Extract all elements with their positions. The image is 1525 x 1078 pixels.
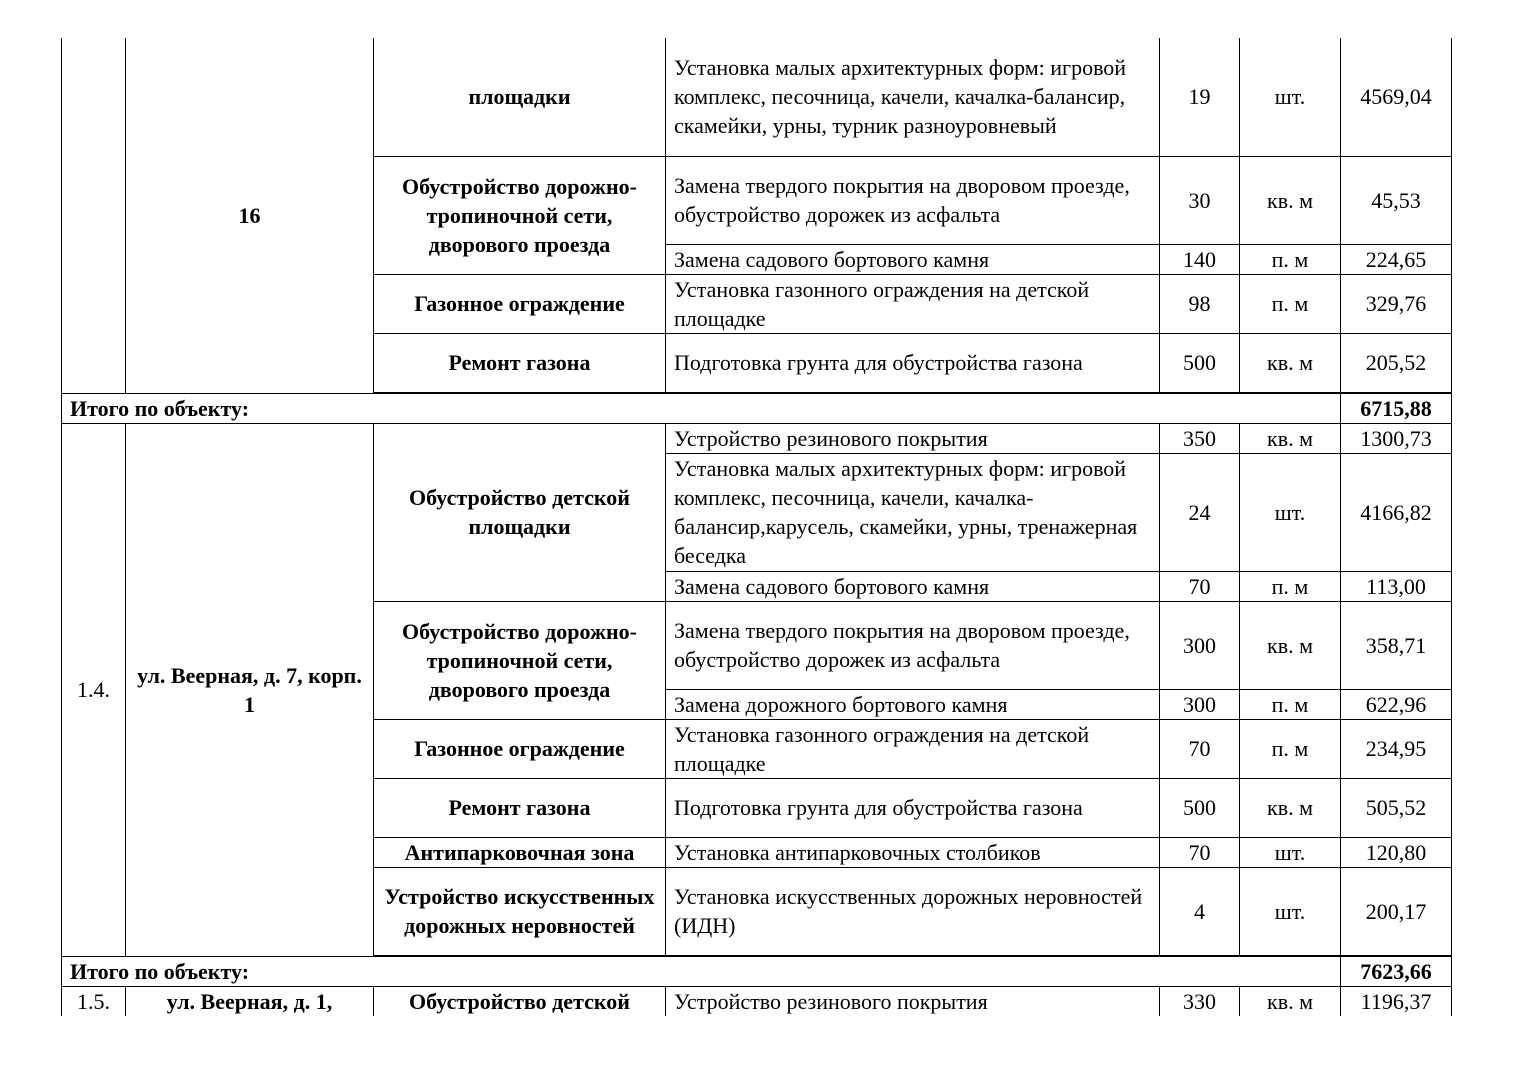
amount: 224,65 bbox=[1341, 244, 1452, 274]
work-group-cell: Газонное ограждение bbox=[374, 719, 666, 778]
work-description: Установка искусственных дорожных неровностей (ИДН) bbox=[666, 867, 1160, 955]
work-description: Замена дорожного бортового камня bbox=[666, 689, 1160, 719]
work-group-cell: Ремонт газона bbox=[374, 333, 666, 392]
quantity: 500 bbox=[1160, 778, 1240, 837]
total-row bbox=[62, 393, 1452, 423]
work-description: Замена садового бортового камня bbox=[666, 244, 1160, 274]
work-group-cell: Антипарковочная зона bbox=[374, 837, 666, 867]
amount: 45,53 bbox=[1341, 156, 1452, 244]
work-group-cell: Ремонт газона bbox=[374, 778, 666, 837]
work-group-cell: Обустройство дорожно-тропиночной сети, дворового проезда bbox=[374, 156, 666, 274]
work-description: Устройство резинового покрытия bbox=[666, 423, 1160, 453]
quantity: 350 bbox=[1160, 423, 1240, 453]
work-description: Установка малых архитектурных форм: игровой комплекс, песочница, качели, качалка-балансир, скамейки, урны, турник разноуровневый bbox=[666, 38, 1160, 156]
quantity: 70 bbox=[1160, 719, 1240, 778]
quantity: 19 bbox=[1160, 38, 1240, 156]
unit: шт. bbox=[1240, 38, 1341, 156]
quantity: 4 bbox=[1160, 867, 1240, 955]
total-label: Итого по объекту: bbox=[62, 393, 1341, 423]
quantity: 70 bbox=[1160, 571, 1240, 601]
table-row bbox=[62, 423, 1452, 453]
object-number-cell: 1.5. bbox=[62, 986, 126, 1016]
unit: кв. м bbox=[1240, 156, 1341, 244]
table-row bbox=[62, 986, 1452, 1016]
work-group-cell: Устройство искусственных дорожных неровностей bbox=[374, 867, 666, 955]
unit: кв. м bbox=[1240, 601, 1341, 689]
quantity: 500 bbox=[1160, 333, 1240, 392]
amount: 358,71 bbox=[1341, 601, 1452, 689]
work-description: Установка антипарковочных столбиков bbox=[666, 837, 1160, 867]
quantity: 70 bbox=[1160, 837, 1240, 867]
quantity: 24 bbox=[1160, 453, 1240, 571]
quantity: 30 bbox=[1160, 156, 1240, 244]
work-description: Замена садового бортового камня bbox=[666, 571, 1160, 601]
unit: кв. м bbox=[1240, 423, 1341, 453]
address-cell: 16 bbox=[126, 38, 374, 393]
amount: 205,52 bbox=[1341, 333, 1452, 392]
unit: п. м bbox=[1240, 689, 1341, 719]
quantity: 330 bbox=[1160, 986, 1240, 1016]
address-cell: ул. Веерная, д. 1, bbox=[126, 986, 374, 1016]
quantity: 98 bbox=[1160, 274, 1240, 333]
unit: п. м bbox=[1240, 571, 1341, 601]
amount: 200,17 bbox=[1341, 867, 1452, 955]
quantity: 300 bbox=[1160, 689, 1240, 719]
work-group-cell: Обустройство детской bbox=[374, 986, 666, 1016]
unit: п. м bbox=[1240, 274, 1341, 333]
work-group-cell: Обустройство детской площадки bbox=[374, 423, 666, 601]
amount: 4166,82 bbox=[1341, 453, 1452, 571]
address-cell: ул. Веерная, д. 7, корп. 1 bbox=[126, 423, 374, 956]
amount: 622,96 bbox=[1341, 689, 1452, 719]
unit: шт. bbox=[1240, 837, 1341, 867]
unit: кв. м bbox=[1240, 333, 1341, 392]
work-description: Подготовка грунта для обустройства газона bbox=[666, 333, 1160, 392]
amount: 113,00 bbox=[1341, 571, 1452, 601]
work-description: Замена твердого покрытия на дворовом проезде, обустройство дорожек из асфальта bbox=[666, 601, 1160, 689]
unit: кв. м bbox=[1240, 986, 1341, 1016]
unit: шт. bbox=[1240, 867, 1341, 955]
estimate-table bbox=[61, 38, 1452, 1016]
work-description: Замена твердого покрытия на дворовом проезде, обустройство дорожек из асфальта bbox=[666, 156, 1160, 244]
unit: кв. м bbox=[1240, 778, 1341, 837]
amount: 4569,04 bbox=[1341, 38, 1452, 156]
amount: 234,95 bbox=[1341, 719, 1452, 778]
object-number-cell bbox=[62, 38, 126, 393]
work-description: Установка газонного ограждения на детской площадке bbox=[666, 274, 1160, 333]
unit: п. м bbox=[1240, 719, 1341, 778]
amount: 329,76 bbox=[1341, 274, 1452, 333]
work-description: Установка малых архитектурных форм: игровой комплекс, песочница, качели, качалка-балансир,карусель, скамейки, урны, тренажерная беседка bbox=[666, 453, 1160, 571]
total-amount: 7623,66 bbox=[1341, 956, 1452, 986]
unit: шт. bbox=[1240, 453, 1341, 571]
work-description: Устройство резинового покрытия bbox=[666, 986, 1160, 1016]
work-group-cell: площадки bbox=[374, 38, 666, 156]
quantity: 140 bbox=[1160, 244, 1240, 274]
unit: п. м bbox=[1240, 244, 1341, 274]
amount: 120,80 bbox=[1341, 837, 1452, 867]
work-description: Установка газонного ограждения на детской площадке bbox=[666, 719, 1160, 778]
table-row bbox=[62, 38, 1452, 156]
work-group-cell: Газонное ограждение bbox=[374, 274, 666, 333]
total-amount: 6715,88 bbox=[1341, 393, 1452, 423]
amount: 1196,37 bbox=[1341, 986, 1452, 1016]
total-row bbox=[62, 956, 1452, 986]
amount: 1300,73 bbox=[1341, 423, 1452, 453]
amount: 505,52 bbox=[1341, 778, 1452, 837]
work-group-cell: Обустройство дорожно-тропиночной сети, дворового проезда bbox=[374, 601, 666, 719]
object-number-cell: 1.4. bbox=[62, 423, 126, 956]
quantity: 300 bbox=[1160, 601, 1240, 689]
work-description: Подготовка грунта для обустройства газона bbox=[666, 778, 1160, 837]
total-label: Итого по объекту: bbox=[62, 956, 1341, 986]
